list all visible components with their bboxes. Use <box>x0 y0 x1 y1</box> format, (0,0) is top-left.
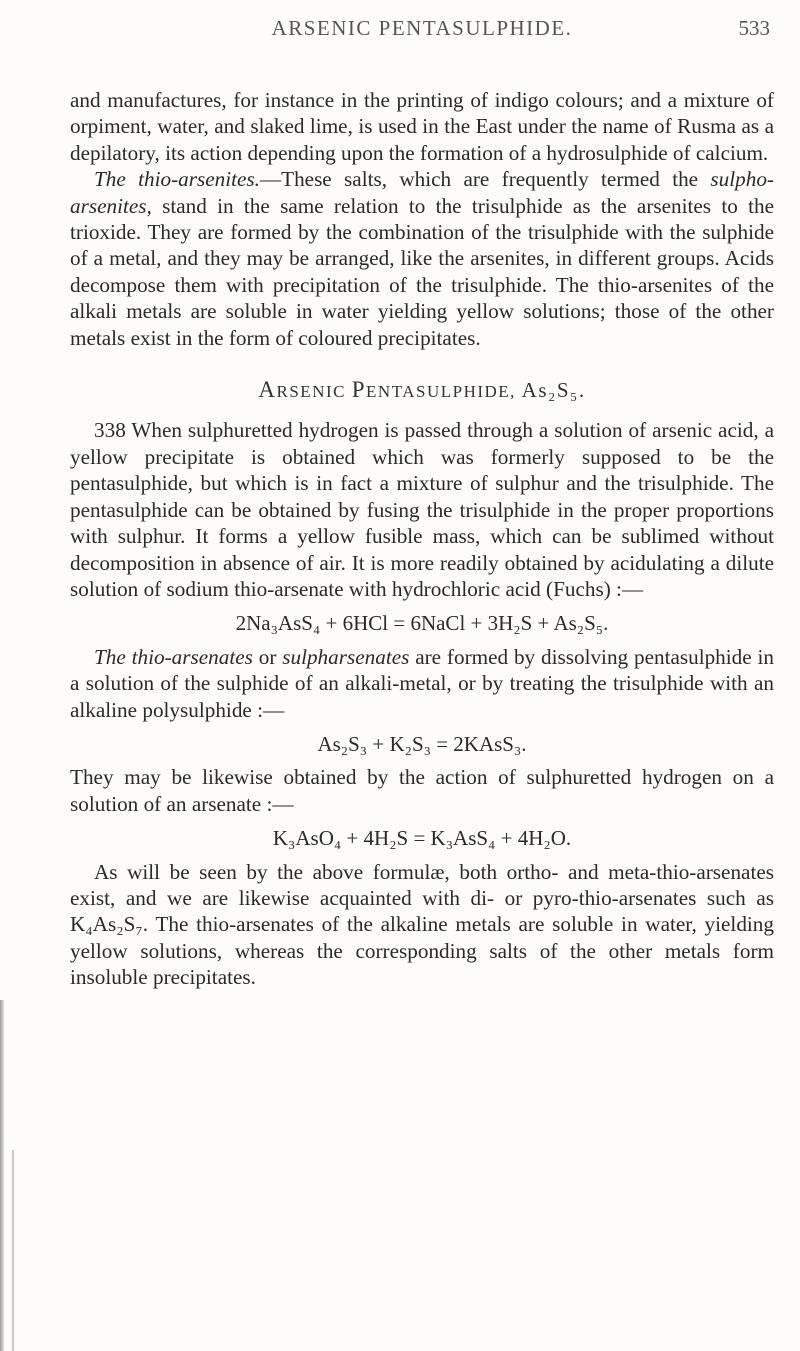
body-text <box>70 87 774 991</box>
running-title: ARSENIC PENTASULPHIDE. <box>271 16 573 40</box>
heading-formula: As₂S₅. <box>521 378 586 403</box>
section-heading: ARSENIC PENTASULPHIDE, As₂S₅. <box>258 377 586 403</box>
equation-3: K₃AsO₄ + 4H₂S = K₃AsS₄ + 4H₂O. <box>272 826 572 851</box>
thio-arsenates-title: The thio-arsenates <box>94 644 253 669</box>
sulpho-arsenites-term: sulpho-arsenites, <box>70 167 774 218</box>
paragraph-338-text: When sulphuretted hydrogen is passed through a solution of arsenic acid, a yellow precipitate is obtained which was formerly supposed to be the pentasulphide, but which is in fact a mixture of sulphur and the trisulphide. The pentasulphide can be obtained by fusing the trisulphide in the proper proportions with sulphur. It forms a yellow fusible mass, which can be sublimed without decomposition in absence of air. It is more readily obtained by acidulating a dilute solution of sodium thio-arsenate with hydrochloric acid (Fuchs) :— <box>70 418 774 601</box>
running-head <box>70 16 774 56</box>
paragraph-likewise: They may be likewise obtained by the action of sulphuretted hydrogen on a solution of an arsenate :— <box>70 765 774 816</box>
page-spine-shadow <box>0 1000 4 1351</box>
sulpharsenates-term: sulpharsenates <box>282 644 410 669</box>
paragraph-338 <box>70 417 774 602</box>
paragraph-thio-arsenites <box>70 166 774 351</box>
paragraph-formulae: As will be seen by the above formulæ, both ortho- and meta-thio-arsenates exist, and we are likewise acquainted with di- or pyro-thio-arsenates such as K₄As₂S₇. The thio-arsenates of the alkaline metals are soluble in water, yielding yellow solutions, whereas the corresponding salts of the other metals form insoluble precipitates. <box>70 859 774 990</box>
thio-arsenites-text-a: —These salts, which are frequently termed the <box>259 167 711 192</box>
page-number: 533 <box>738 16 770 40</box>
thio-arsenites-title: The thio-arsenites. <box>94 167 260 192</box>
thio-arsenates-text: are formed by dissolving pentasulphide in a solution of the sulphide of an alkali-metal, or by treating the trisulphide with an alkaline polysulphide :— <box>70 644 774 722</box>
paragraph-thio-arsenates <box>70 644 774 723</box>
page-spine-line <box>12 1150 14 1351</box>
thio-arsenates-or: or <box>252 644 283 669</box>
paragraph-continuation: and manufactures, for instance in the printing of indigo colours; and a mixture of orpiment, water, and slaked lime, is used in the East under the name of Rusma as a depilatory, its action depending upon the formation of a hydrosulphide of calcium. <box>70 88 774 165</box>
equation-1: 2Na₃AsS₄ + 6HCl = 6NaCl + 3H₂S + As₂S₅. <box>235 611 609 636</box>
equation-2: As₂S₃ + K₂S₃ = 2KAsS₃. <box>317 731 527 756</box>
thio-arsenites-text-b: stand in the same relation to the trisulphide as the arsenites to the trioxide. They are formed by the combination of the trisulphide with the sulphide of a metal, and they may be arranged, like the arsenites, in different groups. Acids decompose them with precipitation of the trisulphide. The thio-arsenites of the alkali metals are soluble in water yielding yellow solutions; those of the other metals exist in the form of coloured precipitates. <box>70 193 774 350</box>
paragraph-number: 338 <box>94 418 126 443</box>
